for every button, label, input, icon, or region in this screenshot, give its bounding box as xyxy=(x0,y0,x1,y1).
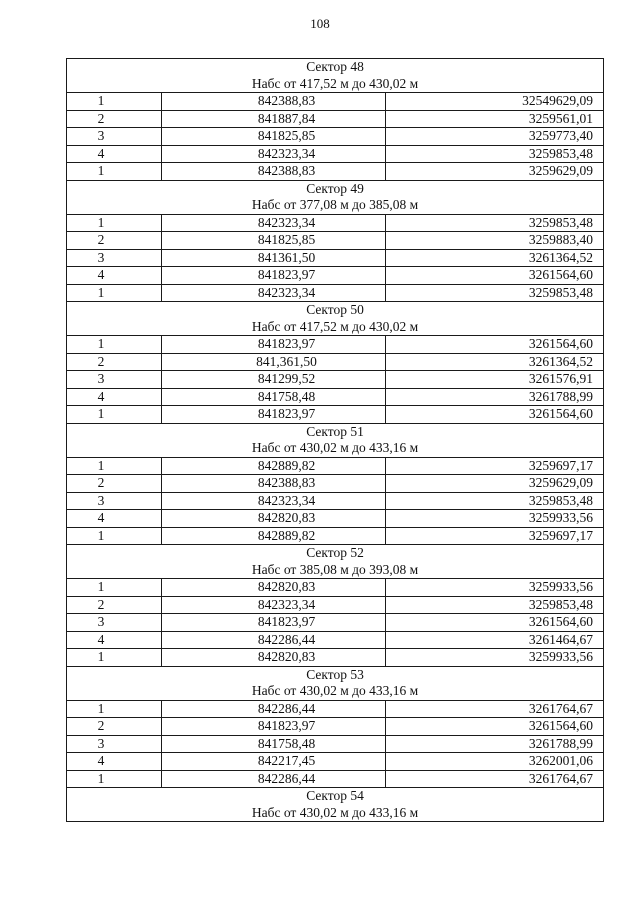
y-coordinate: 3261788,99 xyxy=(386,735,604,753)
point-number: 2 xyxy=(67,475,162,493)
table-row xyxy=(67,735,604,753)
x-coordinate: 842217,45 xyxy=(162,753,386,771)
table-row xyxy=(67,649,604,667)
x-coordinate: 842286,44 xyxy=(162,700,386,718)
x-coordinate: 841823,97 xyxy=(162,406,386,424)
point-number: 1 xyxy=(67,770,162,788)
table-row xyxy=(67,232,604,250)
point-number: 1 xyxy=(67,284,162,302)
x-coordinate: 842388,83 xyxy=(162,475,386,493)
y-coordinate: 3259853,48 xyxy=(386,492,604,510)
sector-height-range: Набс от 385,08 м до 393,08 м xyxy=(67,562,604,579)
table-row xyxy=(67,214,604,232)
sector-title-row xyxy=(67,788,604,805)
y-coordinate: 3261564,60 xyxy=(386,718,604,736)
x-coordinate: 841823,97 xyxy=(162,336,386,354)
y-coordinate: 3261564,60 xyxy=(386,614,604,632)
x-coordinate: 841823,97 xyxy=(162,718,386,736)
x-coordinate: 842323,34 xyxy=(162,145,386,163)
table-row xyxy=(67,336,604,354)
point-number: 1 xyxy=(67,649,162,667)
point-number: 4 xyxy=(67,388,162,406)
sector-height-row xyxy=(67,319,604,336)
table-row xyxy=(67,110,604,128)
y-coordinate: 3259629,09 xyxy=(386,163,604,181)
y-coordinate: 3261576,91 xyxy=(386,371,604,389)
x-coordinate: 842889,82 xyxy=(162,457,386,475)
point-number: 2 xyxy=(67,718,162,736)
sector-height-range: Набс от 430,02 м до 433,16 м xyxy=(67,805,604,822)
y-coordinate: 3259933,56 xyxy=(386,649,604,667)
x-coordinate: 841299,52 xyxy=(162,371,386,389)
sector-title-row xyxy=(67,545,604,562)
point-number: 1 xyxy=(67,336,162,354)
x-coordinate: 841887,84 xyxy=(162,110,386,128)
x-coordinate: 841,361,50 xyxy=(162,353,386,371)
sector-title-row xyxy=(67,666,604,683)
table-row xyxy=(67,284,604,302)
x-coordinate: 841823,97 xyxy=(162,614,386,632)
point-number: 3 xyxy=(67,128,162,146)
table-row xyxy=(67,579,604,597)
y-coordinate: 3259853,48 xyxy=(386,284,604,302)
table-row xyxy=(67,596,604,614)
sector-height-row xyxy=(67,562,604,579)
table-row xyxy=(67,753,604,771)
x-coordinate: 842889,82 xyxy=(162,527,386,545)
y-coordinate: 3261788,99 xyxy=(386,388,604,406)
table-row xyxy=(67,93,604,111)
x-coordinate: 841825,85 xyxy=(162,232,386,250)
sector-height-row xyxy=(67,805,604,822)
x-coordinate: 842323,34 xyxy=(162,596,386,614)
table-row xyxy=(67,631,604,649)
sector-height-range: Набс от 417,52 м до 430,02 м xyxy=(67,76,604,93)
point-number: 1 xyxy=(67,527,162,545)
sector-title: Сектор 51 xyxy=(67,423,604,440)
y-coordinate: 3259853,48 xyxy=(386,145,604,163)
point-number: 1 xyxy=(67,457,162,475)
table-row xyxy=(67,128,604,146)
table-row xyxy=(67,510,604,528)
table-row xyxy=(67,406,604,424)
point-number: 1 xyxy=(67,93,162,111)
x-coordinate: 841825,85 xyxy=(162,128,386,146)
point-number: 4 xyxy=(67,145,162,163)
y-coordinate: 3261764,67 xyxy=(386,770,604,788)
point-number: 1 xyxy=(67,579,162,597)
table-row xyxy=(67,527,604,545)
point-number: 4 xyxy=(67,510,162,528)
x-coordinate: 841758,48 xyxy=(162,735,386,753)
x-coordinate: 842388,83 xyxy=(162,163,386,181)
y-coordinate: 3259853,48 xyxy=(386,596,604,614)
table-row xyxy=(67,718,604,736)
sector-height-row xyxy=(67,683,604,700)
table-row xyxy=(67,770,604,788)
point-number: 3 xyxy=(67,371,162,389)
table-row xyxy=(67,371,604,389)
sector-height-row xyxy=(67,197,604,214)
sector-title: Сектор 49 xyxy=(67,180,604,197)
y-coordinate: 3261364,52 xyxy=(386,249,604,267)
point-number: 1 xyxy=(67,700,162,718)
y-coordinate: 3259697,17 xyxy=(386,457,604,475)
x-coordinate: 842323,34 xyxy=(162,492,386,510)
y-coordinate: 3259853,48 xyxy=(386,214,604,232)
sector-height-range: Набс от 430,02 м до 433,16 м xyxy=(67,440,604,457)
y-coordinate: 3259773,40 xyxy=(386,128,604,146)
sector-height-row xyxy=(67,440,604,457)
sector-title: Сектор 52 xyxy=(67,545,604,562)
sector-title: Сектор 48 xyxy=(67,59,604,76)
point-number: 2 xyxy=(67,596,162,614)
table-body xyxy=(67,59,604,822)
sector-height-range: Набс от 417,52 м до 430,02 м xyxy=(67,319,604,336)
point-number: 3 xyxy=(67,614,162,632)
table-row xyxy=(67,475,604,493)
point-number: 4 xyxy=(67,267,162,285)
x-coordinate: 841823,97 xyxy=(162,267,386,285)
y-coordinate: 32549629,09 xyxy=(386,93,604,111)
point-number: 3 xyxy=(67,735,162,753)
sector-title-row xyxy=(67,180,604,197)
page-number: 108 xyxy=(310,16,330,31)
point-number: 1 xyxy=(67,163,162,181)
point-number: 4 xyxy=(67,631,162,649)
x-coordinate: 842388,83 xyxy=(162,93,386,111)
y-coordinate: 3261564,60 xyxy=(386,267,604,285)
point-number: 2 xyxy=(67,353,162,371)
point-number: 4 xyxy=(67,753,162,771)
x-coordinate: 842323,34 xyxy=(162,214,386,232)
table-row xyxy=(67,388,604,406)
point-number: 3 xyxy=(67,249,162,267)
y-coordinate: 3261564,60 xyxy=(386,406,604,424)
table-row xyxy=(67,614,604,632)
x-coordinate: 841758,48 xyxy=(162,388,386,406)
x-coordinate: 842820,83 xyxy=(162,510,386,528)
x-coordinate: 842286,44 xyxy=(162,770,386,788)
table-row xyxy=(67,700,604,718)
y-coordinate: 3261364,52 xyxy=(386,353,604,371)
table-row xyxy=(67,353,604,371)
table-row xyxy=(67,163,604,181)
x-coordinate: 841361,50 xyxy=(162,249,386,267)
y-coordinate: 3259629,09 xyxy=(386,475,604,493)
y-coordinate: 3261564,60 xyxy=(386,336,604,354)
y-coordinate: 3259933,56 xyxy=(386,510,604,528)
table-row xyxy=(67,249,604,267)
table-row xyxy=(67,457,604,475)
sector-title-row xyxy=(67,302,604,319)
y-coordinate: 3261764,67 xyxy=(386,700,604,718)
sector-height-range: Набс от 430,02 м до 433,16 м xyxy=(67,683,604,700)
x-coordinate: 842323,34 xyxy=(162,284,386,302)
sector-height-range: Набс от 377,08 м до 385,08 м xyxy=(67,197,604,214)
sector-height-row xyxy=(67,76,604,93)
sector-title: Сектор 54 xyxy=(67,788,604,805)
point-number: 2 xyxy=(67,232,162,250)
x-coordinate: 842286,44 xyxy=(162,631,386,649)
sector-title: Сектор 50 xyxy=(67,302,604,319)
y-coordinate: 3259561,01 xyxy=(386,110,604,128)
sector-title: Сектор 53 xyxy=(67,666,604,683)
point-number: 2 xyxy=(67,110,162,128)
sector-title-row xyxy=(67,423,604,440)
table-row xyxy=(67,267,604,285)
y-coordinate: 3259883,40 xyxy=(386,232,604,250)
x-coordinate: 842820,83 xyxy=(162,649,386,667)
table-row xyxy=(67,145,604,163)
y-coordinate: 3261464,67 xyxy=(386,631,604,649)
point-number: 3 xyxy=(67,492,162,510)
table-row xyxy=(67,492,604,510)
y-coordinate: 3262001,06 xyxy=(386,753,604,771)
x-coordinate: 842820,83 xyxy=(162,579,386,597)
sector-coordinates-table xyxy=(66,58,604,822)
sector-title-row xyxy=(67,59,604,76)
y-coordinate: 3259697,17 xyxy=(386,527,604,545)
y-coordinate: 3259933,56 xyxy=(386,579,604,597)
point-number: 1 xyxy=(67,406,162,424)
point-number: 1 xyxy=(67,214,162,232)
